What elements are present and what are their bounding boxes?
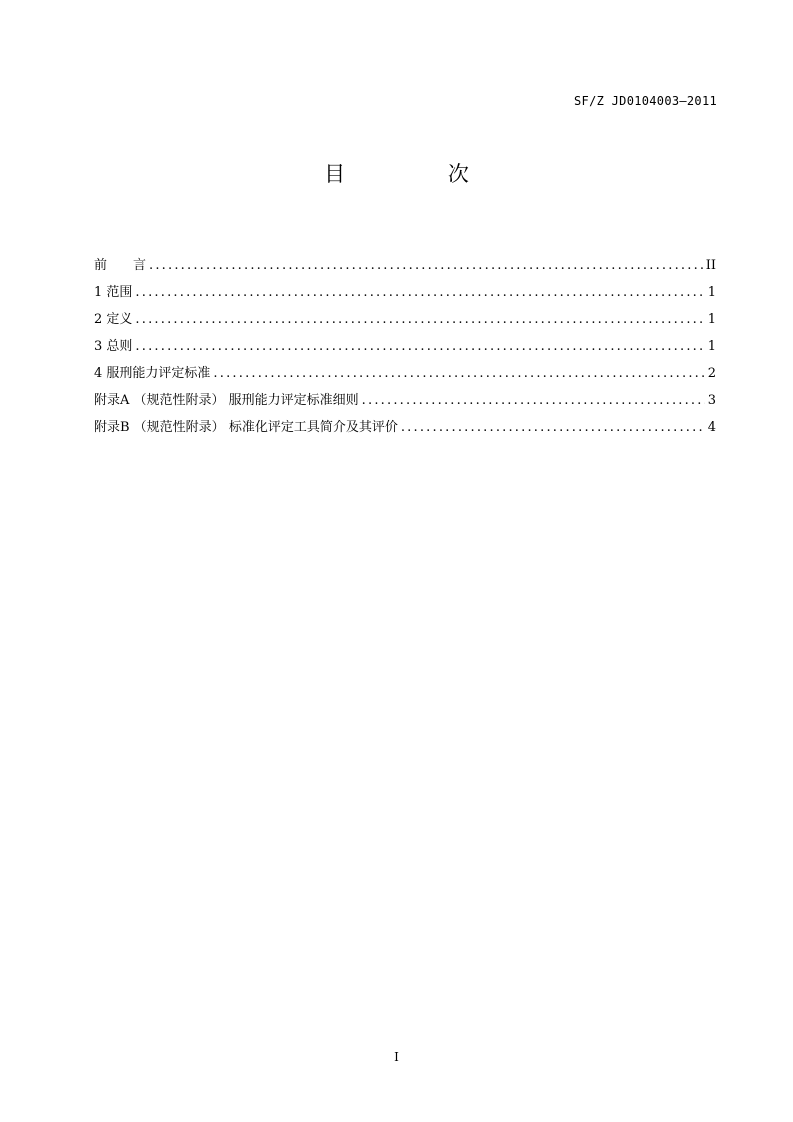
page-number: I	[394, 1050, 399, 1064]
toc-leader-dots	[149, 258, 703, 273]
toc-leader-dots	[362, 393, 705, 408]
toc-entry-page: 4	[707, 420, 716, 435]
toc-entry-page: 1	[707, 285, 716, 300]
page-title: 目 次	[324, 162, 517, 186]
toc-entry-appendix-b[interactable]	[94, 416, 716, 443]
toc-entry-preface[interactable]	[94, 254, 716, 281]
toc-entry-general[interactable]	[94, 335, 716, 362]
table-of-contents	[94, 254, 716, 443]
toc-entry-standard[interactable]	[94, 362, 716, 389]
document-code: SF/Z JD0104003—2011	[574, 94, 717, 108]
toc-entry-page: II	[705, 258, 716, 273]
toc-leader-dots	[401, 420, 705, 435]
toc-entry-page: 3	[707, 393, 716, 408]
toc-leader-dots	[135, 312, 704, 327]
toc-entry-appendix-a[interactable]	[94, 389, 716, 416]
toc-entry-label: 4 服刑能力评定标准	[94, 366, 211, 381]
toc-entry-definitions[interactable]	[94, 308, 716, 335]
toc-entry-page: 2	[707, 366, 716, 381]
toc-leader-dots	[135, 285, 704, 300]
toc-entry-scope[interactable]	[94, 281, 716, 308]
toc-entry-label: 2 定义	[94, 312, 133, 327]
toc-entry-label: 附录B （规范性附录） 标准化评定工具简介及其评价	[94, 420, 398, 435]
toc-entry-label: 3 总则	[94, 339, 133, 354]
toc-leader-dots	[135, 339, 704, 354]
toc-entry-page: 1	[707, 312, 716, 327]
toc-leader-dots	[213, 366, 704, 381]
toc-entry-page: 1	[707, 339, 716, 354]
toc-entry-label: 前 言	[94, 258, 147, 273]
toc-entry-label: 1 范围	[94, 285, 133, 300]
toc-entry-label: 附录A （规范性附录） 服刑能力评定标准细则	[94, 393, 359, 408]
